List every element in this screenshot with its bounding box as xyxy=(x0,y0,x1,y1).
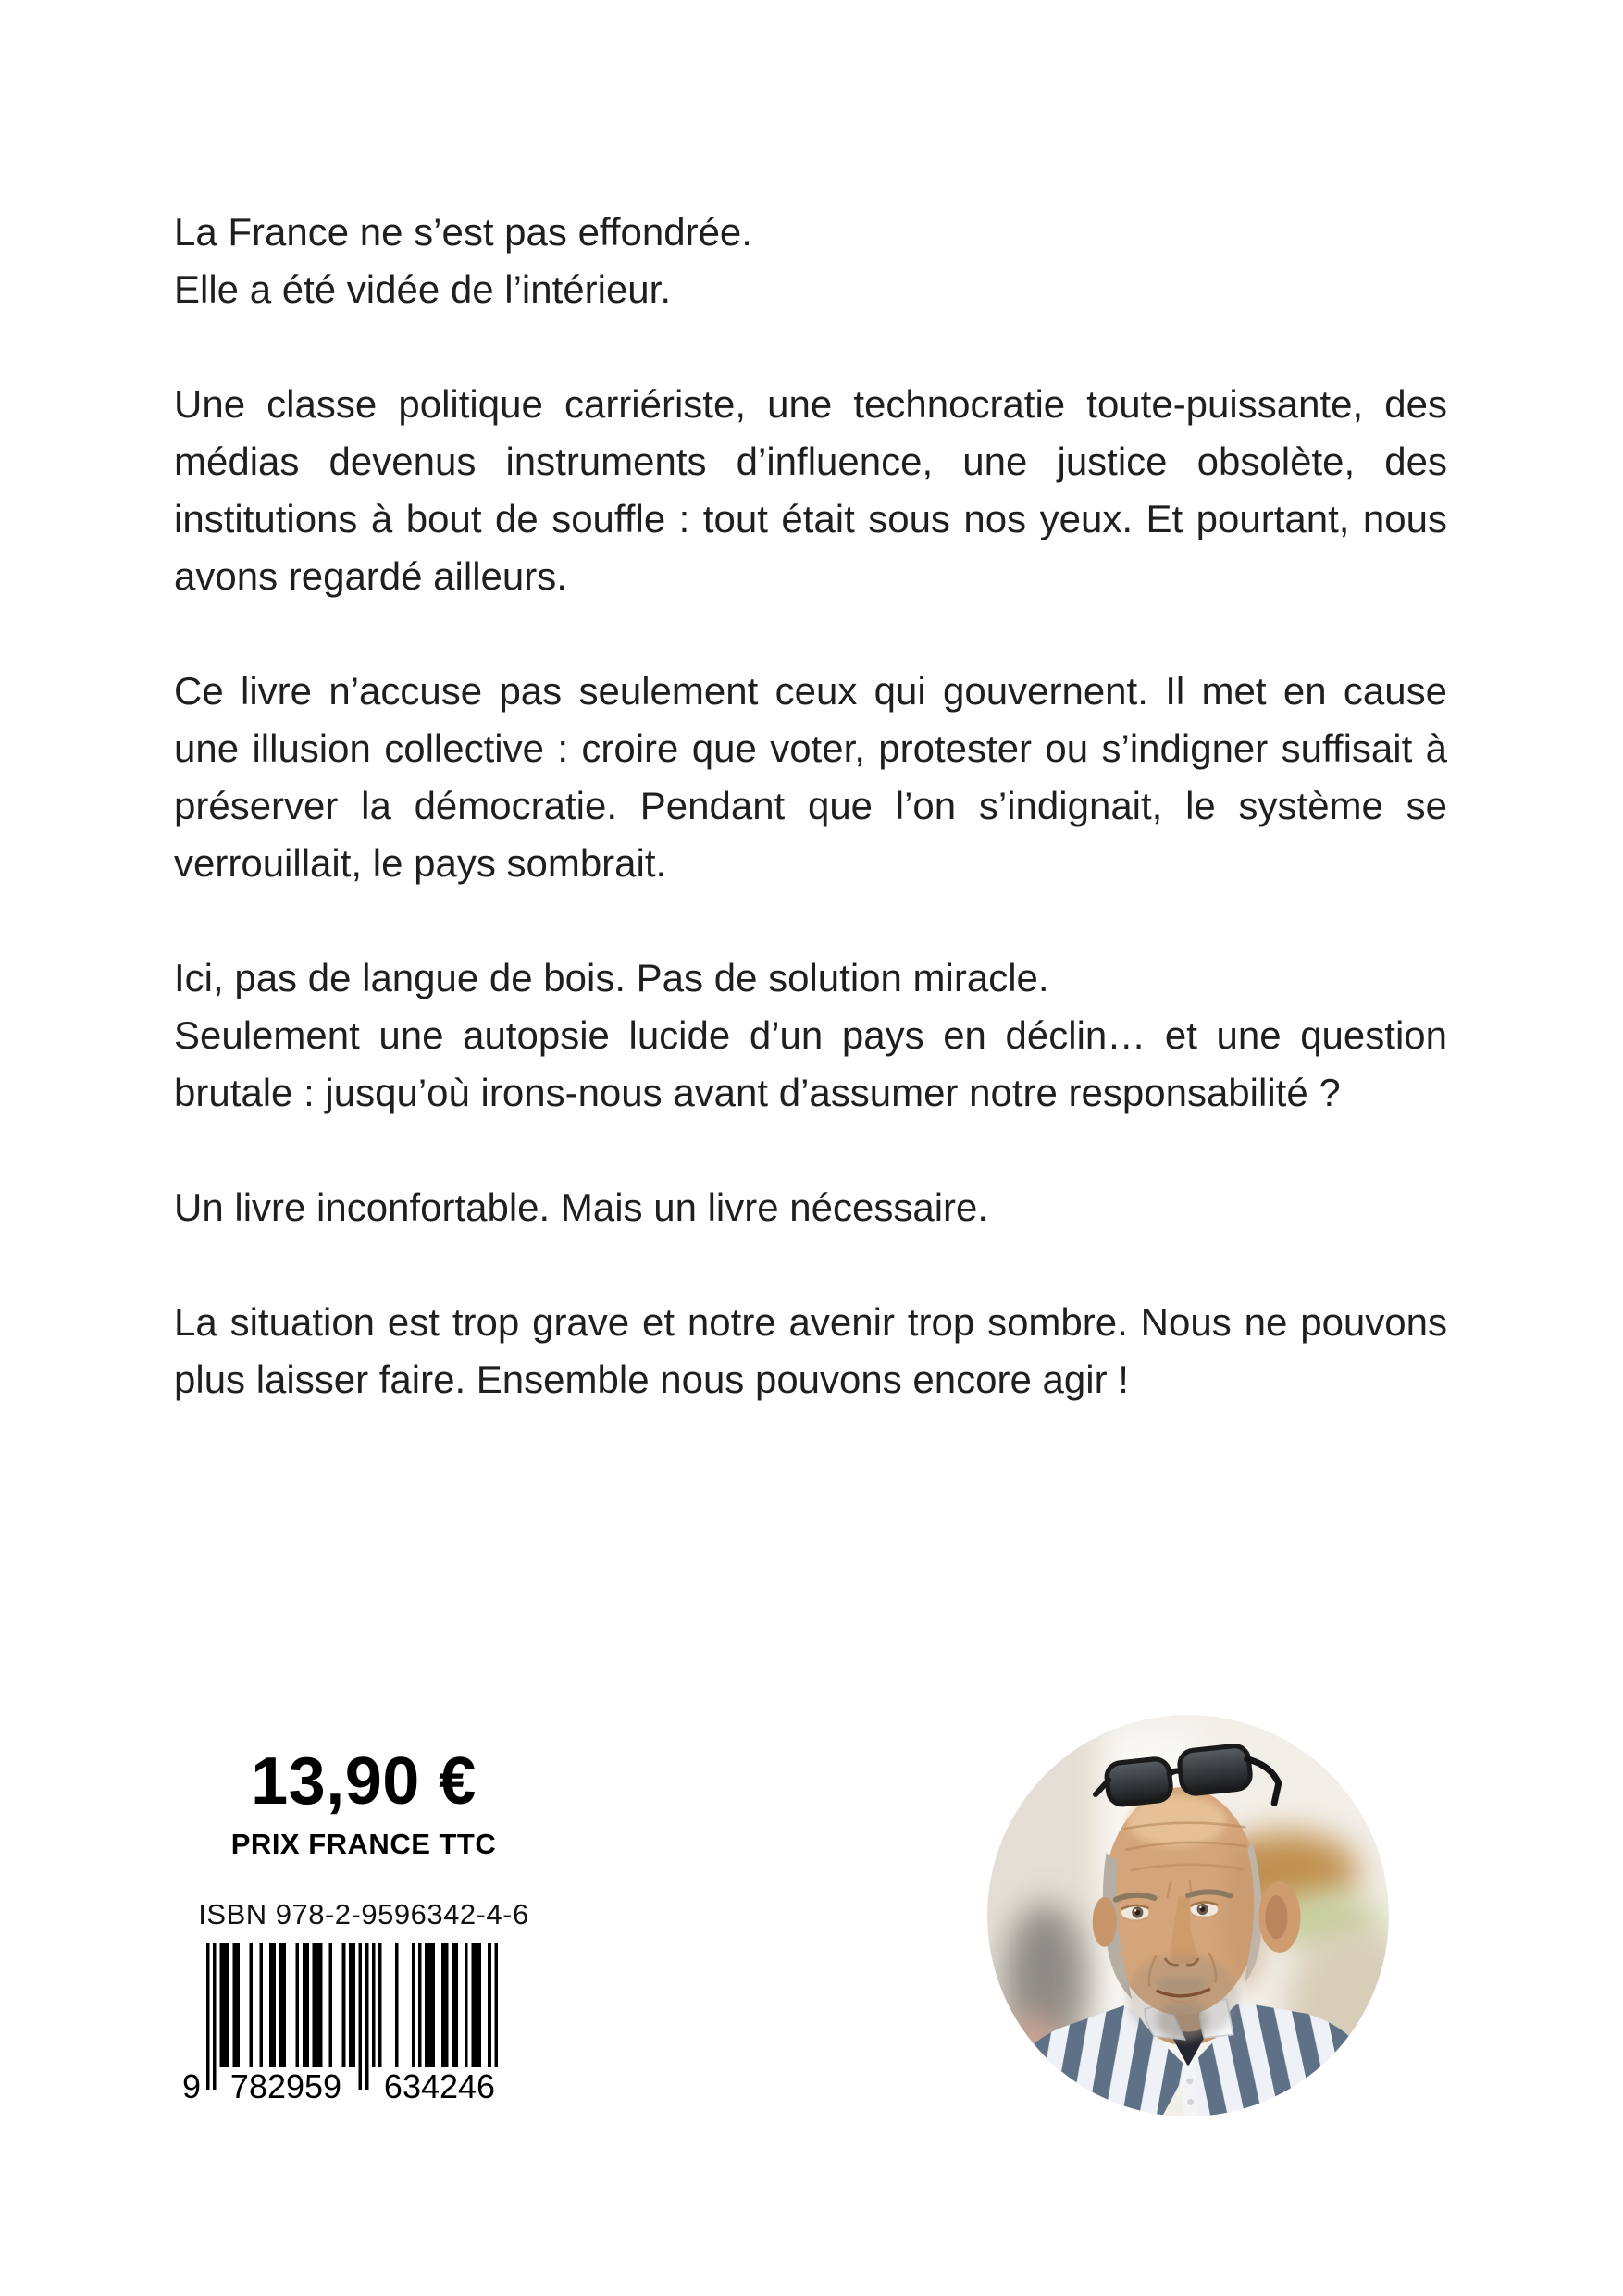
body-paragraph: Seulement une autopsie lucide d’un pays en déclin… et une question brutale : jusqu’où irons-nous avant d’assumer notre responsabilité ? xyxy=(174,1013,1447,1114)
author-photo xyxy=(987,1715,1389,2116)
author-portrait-illustration xyxy=(987,1715,1389,2116)
body-paragraph: La France ne s’est pas effondrée. xyxy=(174,210,752,254)
body-paragraph: Ici, pas de langue de bois. Pas de solution miracle. xyxy=(174,956,1049,999)
barcode-digit-first: 9 xyxy=(181,2067,201,2105)
barcode-digits-left: 782959 xyxy=(229,2067,342,2105)
ear-left xyxy=(1093,1897,1117,1947)
price-note: PRIX FRANCE TTC xyxy=(230,1828,497,1860)
eye-right xyxy=(1191,1901,1219,1917)
eye-left xyxy=(1121,1905,1149,1920)
price-value: 13,90 € xyxy=(251,1744,477,1818)
body-paragraph: Elle a été vidée de l’intérieur. xyxy=(174,267,671,311)
barcode-digits-right: 634246 xyxy=(383,2067,496,2105)
body-paragraph: Une classe politique carriériste, une technocratie toute-puissante, des médias devenus instruments d’influence, une justice obsolète, des institutions à bout de souffle : tout était sous nos yeux. Et pourtant, nous avons regardé ailleurs. xyxy=(174,382,1447,598)
ean13-barcode xyxy=(181,1943,521,2112)
back-cover-text xyxy=(174,139,1447,1409)
body-paragraph: Ce livre n’accuse pas seulement ceux qui gouvernent. Il met en cause une illusion collective : croire que voter, protester ou s’indigner suffisait à préserver la démocratie. Pendant que l’on s’indignait, le système se verrouillait, le pays sombrait. xyxy=(174,669,1447,885)
price-block xyxy=(181,1744,540,2112)
body-paragraph: Un livre inconfortable. Mais un livre nécessaire. xyxy=(174,1185,989,1229)
isbn-text: ISBN 978-2-9596342-4-6 xyxy=(198,1898,529,1930)
body-paragraph: La situation est trop grave et notre avenir trop sombre. Nous ne pouvons plus laisser faire. Ensemble nous pouvons encore agir ! xyxy=(174,1300,1447,1401)
